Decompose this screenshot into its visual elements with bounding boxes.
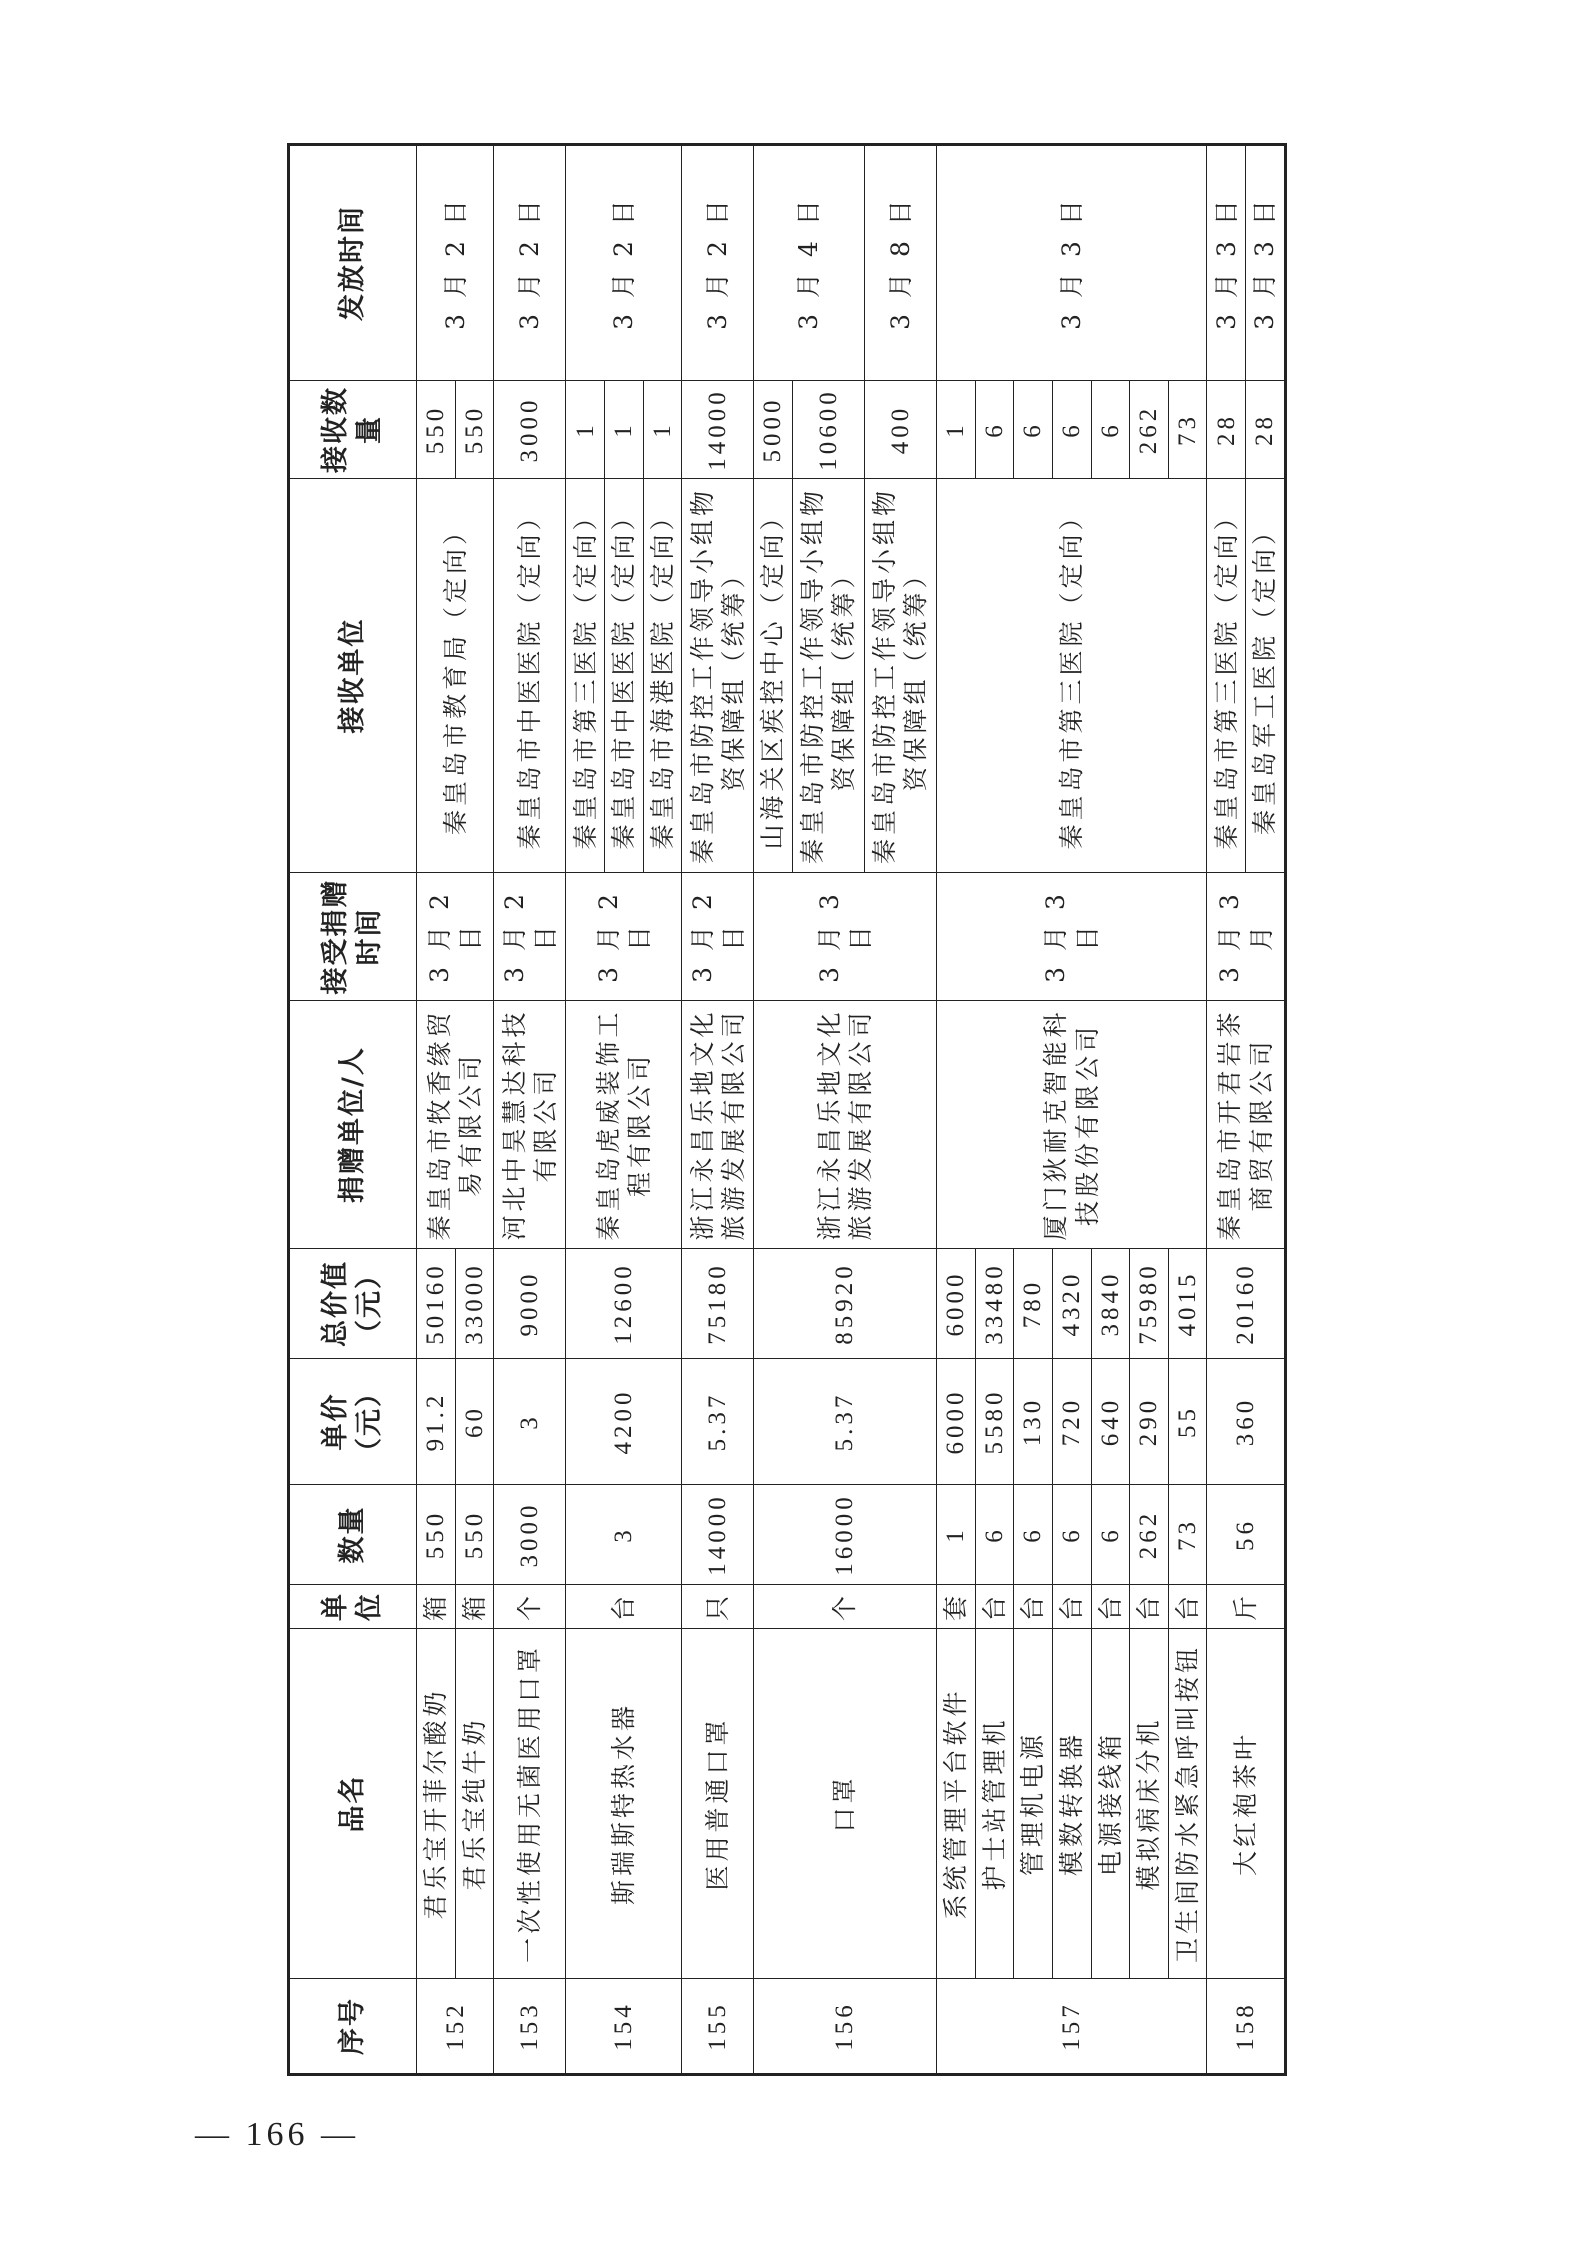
price-cell: 91.2 bbox=[417, 1359, 456, 1485]
price-cell: 290 bbox=[1130, 1359, 1169, 1485]
price-cell: 720 bbox=[1052, 1359, 1091, 1485]
unit-cell: 箱 bbox=[455, 1585, 494, 1629]
table-row bbox=[1207, 145, 1246, 2075]
issue-time-cell: 3 月 8 日 bbox=[864, 145, 936, 381]
donor-cell: 浙江永昌乐地文化旅游发展有限公司 bbox=[682, 1001, 754, 1249]
issue-time-cell: 3 月 3 日 bbox=[936, 145, 1207, 381]
item-name-cell: 大红袍茶叶 bbox=[1207, 1629, 1286, 1979]
seq-cell: 155 bbox=[682, 1979, 754, 2075]
recv-qty-cell: 1 bbox=[936, 381, 975, 479]
unit-cell: 箱 bbox=[417, 1585, 456, 1629]
item-name-cell: 君乐宝纯牛奶 bbox=[455, 1629, 494, 1979]
total-cell: 85920 bbox=[754, 1249, 937, 1359]
accept-time-cell: 3 月 3 月 bbox=[1207, 873, 1286, 1001]
table-row bbox=[936, 145, 975, 2075]
header-item: 品名 bbox=[289, 1629, 417, 1979]
seq-cell: 156 bbox=[754, 1979, 937, 2075]
recv-qty-cell: 73 bbox=[1168, 381, 1207, 479]
donor-cell: 秦皇岛市牧香缘贸易有限公司 bbox=[417, 1001, 494, 1249]
price-cell: 130 bbox=[1014, 1359, 1053, 1485]
header-total: 总价值（元） bbox=[289, 1249, 417, 1359]
header-donor: 捐赠单位/人 bbox=[289, 1001, 417, 1249]
item-name-cell: 君乐宝开菲尔酸奶 bbox=[417, 1629, 456, 1979]
item-name-cell: 管理机电源 bbox=[1014, 1629, 1053, 1979]
issue-time-cell: 3 月 2 日 bbox=[417, 145, 494, 381]
header-issue-time: 发放时间 bbox=[289, 145, 417, 381]
qty-cell: 3 bbox=[566, 1485, 682, 1585]
qty-cell: 3000 bbox=[494, 1485, 566, 1585]
unit-cell: 台 bbox=[1091, 1585, 1130, 1629]
seq-cell: 154 bbox=[566, 1979, 682, 2075]
unit-cell: 个 bbox=[494, 1585, 566, 1629]
item-name-cell: 斯瑞斯特热水器 bbox=[566, 1629, 682, 1979]
unit-cell: 台 bbox=[1168, 1585, 1207, 1629]
issue-time-cell: 3 月 2 日 bbox=[566, 145, 682, 381]
receiver-cell: 秦皇岛市教育局（定向） bbox=[417, 479, 494, 873]
issue-time-cell: 3 月 2 日 bbox=[682, 145, 754, 381]
recv-qty-cell: 1 bbox=[566, 381, 605, 479]
unit-cell: 斤 bbox=[1207, 1585, 1286, 1629]
seq-cell: 152 bbox=[417, 1979, 494, 2075]
accept-time-cell: 3 月 2 日 bbox=[494, 873, 566, 1001]
total-cell: 3840 bbox=[1091, 1249, 1130, 1359]
donation-table bbox=[287, 143, 1287, 2076]
header-unit: 单位 bbox=[289, 1585, 417, 1629]
receiver-cell: 秦皇岛市第三医院（定向） bbox=[566, 479, 605, 873]
header-recv-qty: 接收数量 bbox=[289, 381, 417, 479]
unit-cell: 个 bbox=[754, 1585, 937, 1629]
header-seq: 序号 bbox=[289, 1979, 417, 2075]
total-cell: 75980 bbox=[1130, 1249, 1169, 1359]
item-name-cell: 医用普通口罩 bbox=[682, 1629, 754, 1979]
recv-qty-cell: 400 bbox=[864, 381, 936, 479]
total-cell: 12600 bbox=[566, 1249, 682, 1359]
receiver-cell: 秦皇岛市中医医院（定向） bbox=[604, 479, 643, 873]
receiver-cell: 山海关区疾控中心（定向） bbox=[754, 479, 793, 873]
price-cell: 5580 bbox=[975, 1359, 1014, 1485]
page-number: — 166 — bbox=[195, 2116, 359, 2153]
issue-time-cell: 3 月 3 日 bbox=[1246, 145, 1286, 381]
donor-cell: 秦皇岛虎威装饰工程有限公司 bbox=[566, 1001, 682, 1249]
item-name-cell: 卫生间防水紧急呼叫按钮 bbox=[1168, 1629, 1207, 1979]
unit-cell: 只 bbox=[682, 1585, 754, 1629]
recv-qty-cell: 6 bbox=[1091, 381, 1130, 479]
total-cell: 20160 bbox=[1207, 1249, 1286, 1359]
item-name-cell: 模拟病床分机 bbox=[1130, 1629, 1169, 1979]
qty-cell: 16000 bbox=[754, 1485, 937, 1585]
qty-cell: 6 bbox=[1014, 1485, 1053, 1585]
table-row bbox=[494, 145, 566, 2075]
recv-qty-cell: 6 bbox=[1052, 381, 1091, 479]
recv-qty-cell: 3000 bbox=[494, 381, 566, 479]
qty-cell: 56 bbox=[1207, 1485, 1286, 1585]
header-price: 单价（元） bbox=[289, 1359, 417, 1485]
receiver-cell: 秦皇岛市第三医院（定向） bbox=[936, 479, 1207, 873]
qty-cell: 262 bbox=[1130, 1485, 1169, 1585]
accept-time-cell: 3 月 2 日 bbox=[566, 873, 682, 1001]
donation-table-frame bbox=[287, 146, 1287, 2076]
accept-time-cell: 3 月 2 日 bbox=[682, 873, 754, 1001]
qty-cell: 550 bbox=[455, 1485, 494, 1585]
qty-cell: 6 bbox=[1052, 1485, 1091, 1585]
qty-cell: 6 bbox=[1091, 1485, 1130, 1585]
price-cell: 60 bbox=[455, 1359, 494, 1485]
header-accept-time: 接受捐赠时间 bbox=[289, 873, 417, 1001]
recv-qty-cell: 1 bbox=[643, 381, 682, 479]
unit-cell: 台 bbox=[975, 1585, 1014, 1629]
receiver-cell: 秦皇岛市防控工作领导小组物资保障组（统筹） bbox=[864, 479, 936, 873]
issue-time-cell: 3 月 3 日 bbox=[1207, 145, 1246, 381]
recv-qty-cell: 6 bbox=[975, 381, 1014, 479]
price-cell: 360 bbox=[1207, 1359, 1286, 1485]
qty-cell: 1 bbox=[936, 1485, 975, 1585]
recv-qty-cell: 550 bbox=[417, 381, 456, 479]
recv-qty-cell: 28 bbox=[1207, 381, 1246, 479]
recv-qty-cell: 1 bbox=[604, 381, 643, 479]
recv-qty-cell: 5000 bbox=[754, 381, 793, 479]
header-qty: 数量 bbox=[289, 1485, 417, 1585]
donor-cell: 浙江永昌乐地文化旅游发展有限公司 bbox=[754, 1001, 937, 1249]
item-name-cell: 口罩 bbox=[754, 1629, 937, 1979]
seq-cell: 157 bbox=[936, 1979, 1207, 2075]
price-cell: 4200 bbox=[566, 1359, 682, 1485]
price-cell: 5.37 bbox=[682, 1359, 754, 1485]
total-cell: 75180 bbox=[682, 1249, 754, 1359]
unit-cell: 台 bbox=[1014, 1585, 1053, 1629]
receiver-cell: 秦皇岛市防控工作领导小组物资保障组（统筹） bbox=[682, 479, 754, 873]
recv-qty-cell: 28 bbox=[1246, 381, 1286, 479]
price-cell: 55 bbox=[1168, 1359, 1207, 1485]
seq-cell: 153 bbox=[494, 1979, 566, 2075]
accept-time-cell: 3 月 3 日 bbox=[754, 873, 937, 1001]
recv-qty-cell: 14000 bbox=[682, 381, 754, 479]
issue-time-cell: 3 月 4 日 bbox=[754, 145, 865, 381]
unit-cell: 台 bbox=[566, 1585, 682, 1629]
total-cell: 4015 bbox=[1168, 1249, 1207, 1359]
accept-time-cell: 3 月 3 日 bbox=[936, 873, 1207, 1001]
total-cell: 6000 bbox=[936, 1249, 975, 1359]
header-receiver: 接收单位 bbox=[289, 479, 417, 873]
unit-cell: 台 bbox=[1052, 1585, 1091, 1629]
table-row bbox=[682, 145, 754, 2075]
recv-qty-cell: 262 bbox=[1130, 381, 1169, 479]
recv-qty-cell: 6 bbox=[1014, 381, 1053, 479]
issue-time-cell: 3 月 2 日 bbox=[494, 145, 566, 381]
price-cell: 5.37 bbox=[754, 1359, 937, 1485]
total-cell: 33480 bbox=[975, 1249, 1014, 1359]
qty-cell: 550 bbox=[417, 1485, 456, 1585]
total-cell: 780 bbox=[1014, 1249, 1053, 1359]
total-cell: 50160 bbox=[417, 1249, 456, 1359]
total-cell: 33000 bbox=[455, 1249, 494, 1359]
price-cell: 6000 bbox=[936, 1359, 975, 1485]
header-row bbox=[289, 145, 417, 2075]
item-name-cell: 系统管理平台软件 bbox=[936, 1629, 975, 1979]
qty-cell: 73 bbox=[1168, 1485, 1207, 1585]
total-cell: 9000 bbox=[494, 1249, 566, 1359]
price-cell: 3 bbox=[494, 1359, 566, 1485]
item-name-cell: 模数转换器 bbox=[1052, 1629, 1091, 1979]
qty-cell: 14000 bbox=[682, 1485, 754, 1585]
rotated-table-wrapper bbox=[287, 146, 1287, 2076]
receiver-cell: 秦皇岛市海港医院（定向） bbox=[643, 479, 682, 873]
unit-cell: 台 bbox=[1130, 1585, 1169, 1629]
receiver-cell: 秦皇岛军工医院（定向） bbox=[1246, 479, 1286, 873]
item-name-cell: 护士站管理机 bbox=[975, 1629, 1014, 1979]
recv-qty-cell: 550 bbox=[455, 381, 494, 479]
receiver-cell: 秦皇岛市防控工作领导小组物资保障组（统筹） bbox=[792, 479, 864, 873]
recv-qty-cell: 10600 bbox=[792, 381, 864, 479]
item-name-cell: 一次性使用无菌医用口罩 bbox=[494, 1629, 566, 1979]
donor-cell: 河北中昊慧达科技有限公司 bbox=[494, 1001, 566, 1249]
receiver-cell: 秦皇岛市中医医院（定向） bbox=[494, 479, 566, 873]
table-row bbox=[417, 145, 456, 2075]
total-cell: 4320 bbox=[1052, 1249, 1091, 1359]
price-cell: 640 bbox=[1091, 1359, 1130, 1485]
table-row bbox=[754, 145, 793, 2075]
seq-cell: 158 bbox=[1207, 1979, 1286, 2075]
item-name-cell: 电源接线箱 bbox=[1091, 1629, 1130, 1979]
accept-time-cell: 3 月 2 日 bbox=[417, 873, 494, 1001]
donor-cell: 秦皇岛市开君岩茶商贸有限公司 bbox=[1207, 1001, 1286, 1249]
unit-cell: 套 bbox=[936, 1585, 975, 1629]
receiver-cell: 秦皇岛市第三医院（定向） bbox=[1207, 479, 1246, 873]
table-row bbox=[566, 145, 605, 2075]
qty-cell: 6 bbox=[975, 1485, 1014, 1585]
donor-cell: 厦门狄耐克智能科技股份有限公司 bbox=[936, 1001, 1207, 1249]
